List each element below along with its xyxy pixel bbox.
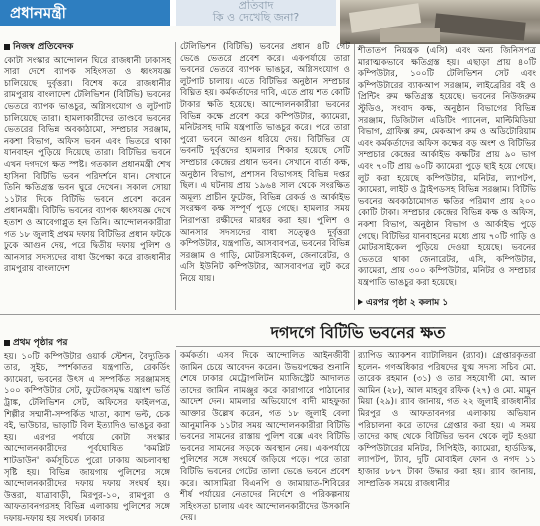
section-divider	[0, 314, 540, 315]
column-3-body: শীতাতপ নিয়ন্ত্রক (এসি) এবং অন্য জিনিসপত্র মারাত্মকভাবে ক্ষতিগ্রস্ত হয়। এছাড়া প্রায় ৪০টি কম্পিউটার, ১০০টি টেলিভিশন সেট এবং কম্পিউটারের ব্যাকআপ সরঞ্জাম, লাইব্রেরির বই ও প্রিন্টিং রুম ক্ষতিগ্রস্ত হয়েছে। ভবনের নিউজরুম স্টুডিও, সংবাদ কক্ষ, অনুষ্ঠান বিভাগের বিভিন্ন সরঞ্জাম, ডিজিটাল এডিটিং প্যানেল, মাল্টিমিডিয়া বিভাগ, গ্রাফিক্স রুম, মেকআপ রুম ও অডিটোরিয়াম এবং কর্মকর্তাদের অফিস কক্ষের বড় অংশ ও বিটিভির সম্প্রচার কেন্দ্রের আর্কাইভ কক্ষটির প্রায় ৯০ ভাগ এবং ৭০টি প্রায় ৬০টি ক্যামেরা পুড়ে ছাই হয়ে গেছে। লুট করা হয়েছে কম্পিউটার, মনিটর, ল্যাপটপ, ক্যামেরা, লাইট ও ট্রাইপডসহ বিভিন্ন সরঞ্জাম। বিটিভি ভবনের অবকাঠামোগত ক্ষতির পরিমাণ প্রায় ২০০ কোটি টাকা। সম্প্রচার কেন্দ্রের বিভিন্ন কক্ষ ও অফিস, নকশা বিভাগ, অনুষ্ঠান বিভাগ ও আর্কাইভ পুড়ে গেছে। বিটিভির যানবাহনের মধ্যে প্রায় ৭০টি গাড়ি ও মোটরসাইকেল পুড়িয়ে দেওয়া হয়েছে। ভবনের ভেতরে থাকা জেনারেটর, এসি, কম্পিউটার, ক্যামেরা, প্রায় ৩০০ কম্পিউটার, মনিটর ও সম্প্রচার যন্ত্রপাতি ভাঙচুর করা হয়েছে।	[358, 46, 536, 288]
damage-photo	[340, 0, 540, 44]
continuation-column-3	[358, 351, 536, 489]
continuation-label-text: প্রথম পৃষ্ঠার পর	[13, 338, 68, 348]
headline: দগদগে বিটিভি ভবনের ক্ষত	[270, 323, 446, 342]
arrow-right-icon	[358, 299, 363, 305]
column-divider	[354, 44, 355, 310]
column-divider	[175, 350, 176, 440]
continuation-3-body: র‍্যাপিড অ্যাকশন ব্যাটালিয়ন (র‍্যাব)। গ্রেপ্তারকৃতরা হলেন- গণঅধিকার পরিষদের যুগ্ম সদস্য সচিব মো. তারেক রহমান (৩১) ও তার সহযোগী মো. আল আমিন (২৮), আল মাহবুব রফিক (২৭) ও মো. মামুন মিয়া (২৯)। র‍্যাব জানায়, গত ২২ জুলাই রাজধানীর মিরপুর ও আফতাবনগর এলাকায় অভিযান পরিচালনা করে তাদের গ্রেপ্তার করা হয়। এ সময় তাদের কাছ থেকে বিটিভির ভবন থেকে লুট হওয়া কম্পিউটারের মনিটর, সিপিইউ, ক্যামেরা, হার্ডডিস্ক, ল্যাপটপ, ট্যাব, দুটি মোবাইল ফোন ও নগদ ১১ হাজার ৮৮৭ টাকা উদ্ধার করা হয়। র‍্যাব জানায়, সাম্প্রতিক সময়ে রাজধানীর	[358, 351, 536, 489]
section-banner: প্রধানমন্ত্রী	[0, 0, 170, 26]
bullet-square-icon	[4, 44, 10, 50]
continued-text: এরপর পৃষ্ঠা ২ কলাম ১	[366, 298, 449, 308]
article-column-1	[4, 42, 171, 298]
continuation-label	[4, 338, 170, 350]
column-divider	[354, 350, 355, 440]
bullet-square-icon	[4, 340, 10, 346]
byline	[4, 42, 171, 54]
subhead-fragment: প্রতিবাদ কি ও দেখেছি জনা?	[176, 0, 336, 26]
article-column-3	[358, 46, 536, 290]
continuation-column-1	[4, 338, 170, 524]
byline-text: নিজস্ব প্রতিবেদক	[13, 42, 74, 52]
continued-on-page	[358, 295, 536, 310]
column-divider	[175, 42, 176, 310]
continuation-column-2	[180, 351, 350, 524]
article-column-2	[180, 42, 350, 304]
continuation-1-body: হয়। ১০টি কম্পিউটার ওয়ার্ক স্টেশন, বৈদ্যুতিক তার, সুইচ, স্পর্শকাতর যন্ত্রপাতি, রেকর্ডিং ক্যামেরা, ভবনের উৎস এ সম্পর্কিত সরঞ্জামসহ ১০০ কম্পিউটার সেট, ফুটেজসমৃদ্ধ যন্ত্রাংশ ভর্তি ট্রাঙ্ক, টেলিভিশন সেট, অফিসের ফাইলপত্র, শিল্পীর সম্মানী-সম্পর্কিত খাতা, ক্যাশ ভল্ট, চেক বই, ভাউচার, ভাড়াটি বিল ইত্যাদিও ভাঙচুর করা হয়। এরপর পর্যায়ে কোটা সংস্কার আন্দোলনকারীদের পূর্বঘোষিত 'কমপ্লিট শাটডাউন' কর্মসূচিতে পুরো ঢাকায় অচলাবস্থা সৃষ্টি হয়। বিভিন্ন জায়গায় পুলিশের সঙ্গে আন্দোলনকারীদের দফায় দফায় সংঘর্ষ হয়। উত্তরা, যাত্রাবাড়ী, মিরপুর-১০, রামপুরা ও আফতাবনগরসহ বিভিন্ন এলাকায় পুলিশের সঙ্গে দফায়-দফায় হয় সংঘর্ষ। ঢাকার	[4, 351, 170, 524]
column-2-body: টেলিভিশন (বিটিভি) ভবনের প্রধান ৪টি গেট ভেঙে ভেতরে প্রবেশ করে। একপর্যায়ে তারা ভবনের ভেতরে ব্যাপক ভাঙচুর, অগ্নিসংযোগ ও লুটপাট চালায়। এতে বিটিভির অনুষ্ঠান সম্প্রচার বিঘ্নিত হয়। কর্মকর্তাদের দাবি, এতে প্রায় শত কোটি টাকার ক্ষতি হয়েছে। আন্দোলনকারীরা ভবনের বিভিন্ন কক্ষে প্রবেশ করে কম্পিউটার, ক্যামেরা, মনিটরসহ দামি যন্ত্রপাতি ভাঙচুর করে। পরে তারা পুরো ভবনে আগুন ধরিয়ে দেয়। বিটিভির যে ভবনটি দুর্বৃত্তদের হামলার শিকার হয়েছে সেটি সম্প্রচার কেন্দ্রের প্রধান ভবন। সেখানে বার্তা কক্ষ, অনুষ্ঠান বিভাগ, প্রশাসন বিভাগসহ বিভিন্ন দপ্তর ছিল। এ ঘটনায় প্রায় ১৯৬৪ সাল থেকে সংরক্ষিত অমূল্য প্রাচীন ফুটেজ, বিভিন্ন রেকর্ড ও আর্কাইভ সংরক্ষণ কক্ষ সম্পূর্ণ পুড়ে গেছে। হামলার সময় নিরাপত্তা রক্ষীদের মারধর করা হয়। পুলিশ ও আনসার সদস্যদের বাধা সত্ত্বেও দুর্বৃত্তরা কম্পিউটার, যন্ত্রপাতি, আসবাবপত্র, ভবনের বিভিন্ন সরঞ্জাম ও গাড়ি, মোটরসাইকেল, জেনারেটর, ও এসি ইউনিট কম্পিউটার, আসবাবপত্র লুট করে নিয়ে যায়।	[180, 42, 350, 284]
continuation-2-body: কর্মকর্তা। এসব দিকে আন্দোলিত আইনজীবী জামিন চেয়ে আবেদন করেন। উভয়পক্ষের শুনানি শেষে ঢাকার মেট্রোপলিটন ম্যাজিস্ট্রেট আদালত তাদের জামিন নামঞ্জুর করে কারাগারে পাঠানোর আদেশ দেন। মামলার অভিযোগে বাদী মাহফুজা আক্তার উল্লেখ করেন, গত ১৮ জুলাই বেলা আনুমানিক ১১টার সময় আন্দোলনকারীরা বিটিভি ভবনের সামনের রাস্তায় পুলিশ বক্সে এবং বিটিভি ভবনের সামনের সড়কে অবস্থান নেয়। একপর্যায়ে পুলিশের সঙ্গে সংঘর্ষে জড়িয়ে পড়ে। পরে তারা বিটিভি ভবনের গেটের তালা ভেঙে ভবনে প্রবেশ করে। আসামিরা বিএনপি ও জামায়াত-শিবিরের শীর্ষ পর্যায়ের নেতাদের নির্দেশে ও পরিকল্পনায় সহিংসতা চালায় এবং আন্দোলনকারীদের উসকানি দেয়।	[180, 351, 350, 524]
column-1-body: কোটা সংস্কার আন্দোলন ঘিরে রাজধানী ঢাকাসহ সারা দেশে ব্যাপক সহিংসতা ও ধ্বংসযজ্ঞ চালিয়েছে দুর্বৃত্তরা। বিশেষ করে রাজধানীর রামপুরায় বাংলাদেশ টেলিভিশন (বিটিভি) ভবনের ভেতরে ব্যাপক ভাঙচুর, অগ্নিসংযোগ ও লুটপাট চালিয়েছে তারা। হামলাকারীদের তাণ্ডবে ভবনের ভেতরের বিভিন্ন অবকাঠামো, সম্প্রচার সরঞ্জাম, নকশা বিভাগ, অফিস ভবন এবং ভিতরে থাকা যানবাহন পুড়িয়ে দিয়েছে তারা। বিটিভির ভবনে এখন দগদগে ক্ষত স্পষ্ট। গতকাল প্রধানমন্ত্রী শেখ হাসিনা বিটিভি ভবন পরিদর্শনে যান। সেখানে তিনি ক্ষতিগ্রস্ত ভবন ঘুরে দেখেন। সকাল সোয়া ১১টার দিকে বিটিভি ভবনে প্রবেশ করেন প্রধানমন্ত্রী। বিটিভি ভবনের ব্যাপক ধ্বংসযজ্ঞ দেখে হতাশ ও আবেগাপ্লুত হন তিনি। আন্দোলনকারীরা গত ১৮ জুলাই প্রথম দফায় বিটিভির প্রধান ফটকে ঢুকে আগুন দেয়, পরে দ্বিতীয় দফায় পুলিশ ও আনসার সদস্যদের বাধা উপেক্ষা করে রাজধানীর রামপুরায় বাংলাদেশ	[4, 55, 171, 275]
headline-rule	[176, 346, 540, 347]
